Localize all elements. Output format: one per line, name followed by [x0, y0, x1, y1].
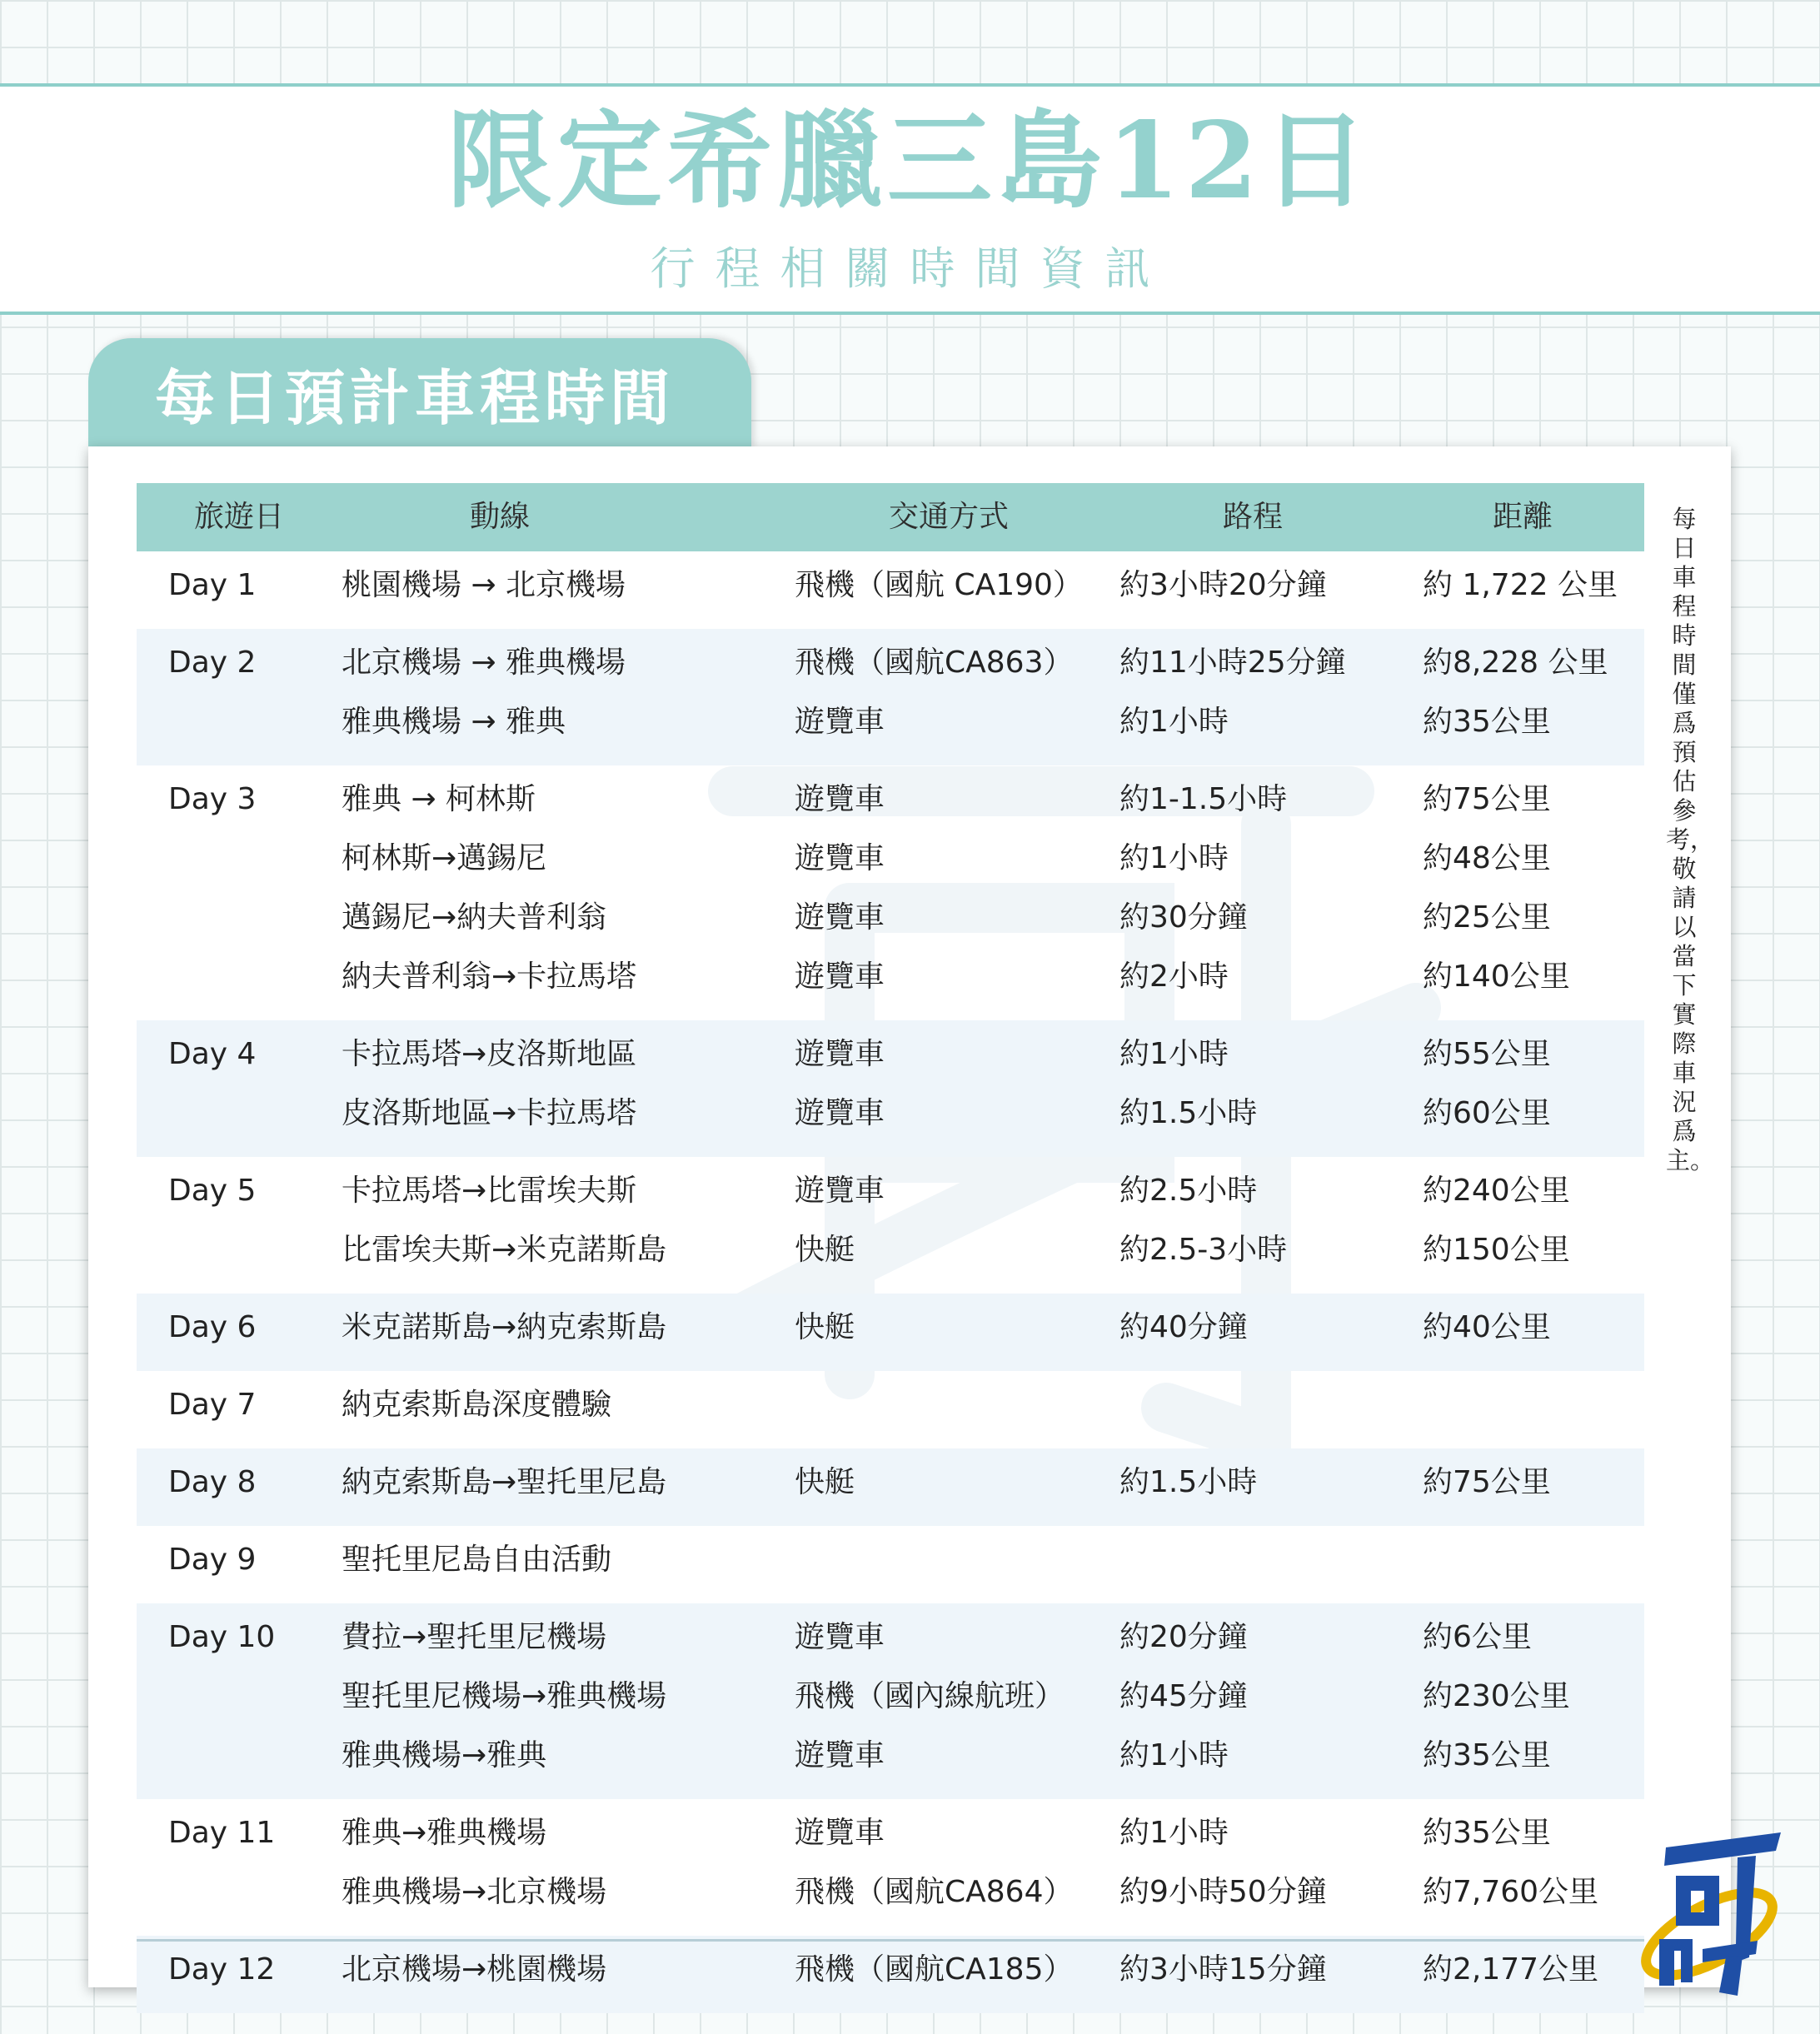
table-row	[137, 1303, 1644, 1353]
table-row	[137, 1808, 1644, 1858]
duration-cell: 約45分鐘	[1119, 1679, 1248, 1713]
transport-cell: 遊覽車	[795, 1037, 885, 1071]
duration-cell: 約1小時	[1119, 705, 1229, 739]
transport-cell: 飛機（國航CA185）	[795, 1952, 1074, 1987]
page-title: 限定希臘三島12日	[446, 99, 1374, 222]
table-row	[137, 1867, 1644, 1917]
side-note: 每日車程時間僅爲預估參考，敬請以當下實際車況爲主。	[1666, 505, 1715, 1174]
distance-cell: 約75公里	[1423, 1465, 1551, 1499]
table-row	[137, 1672, 1644, 1722]
distance-cell: 約55公里	[1423, 1037, 1551, 1071]
duration-cell: 約40分鐘	[1119, 1310, 1248, 1344]
transport-cell: 飛機（國航CA863）	[795, 646, 1074, 680]
transport-cell: 遊覽車	[795, 841, 885, 875]
transport-cell: 遊覽車	[795, 1738, 885, 1772]
route-cell: 納克索斯島深度體驗	[342, 1388, 612, 1422]
table-row-group	[137, 1603, 1644, 1799]
duration-cell: 約1小時	[1119, 1037, 1229, 1071]
table-row-group	[137, 1448, 1644, 1526]
distance-cell: 約230公里	[1423, 1679, 1570, 1713]
table-bottom-rule	[137, 1939, 1644, 1942]
day-cell: Day 5	[168, 1174, 257, 1208]
duration-cell: 約3小時15分鐘	[1119, 1952, 1327, 1987]
day-cell: Day 10	[168, 1620, 276, 1654]
section-tab	[88, 338, 751, 450]
distance-cell: 約40公里	[1423, 1310, 1551, 1344]
route-cell: 卡拉馬塔→比雷埃夫斯	[342, 1174, 637, 1208]
distance-cell: 約6公里	[1423, 1620, 1532, 1654]
table-row	[137, 1458, 1644, 1508]
table-row-group	[137, 551, 1644, 629]
route-cell: 比雷埃夫斯→米克諾斯島	[342, 1233, 667, 1267]
transport-cell: 快艇	[795, 1310, 855, 1344]
route-cell: 柯林斯→邁錫尼	[342, 841, 547, 875]
day-cell: Day 1	[168, 568, 257, 602]
day-cell: Day 4	[168, 1037, 257, 1071]
route-cell: 聖托里尼機場→雅典機場	[342, 1679, 667, 1713]
table-row-group	[137, 1294, 1644, 1371]
table-row	[137, 1731, 1644, 1781]
route-cell: 邁錫尼→納夫普利翁	[342, 900, 607, 935]
table-row	[137, 1380, 1644, 1430]
table-row-group	[137, 629, 1644, 765]
table-row	[137, 1166, 1644, 1216]
distance-cell: 約2,177公里	[1423, 1952, 1599, 1987]
route-cell: 北京機場 → 雅典機場	[342, 646, 626, 680]
duration-cell: 約11小時25分鐘	[1119, 646, 1346, 680]
table-row	[137, 1535, 1644, 1585]
distance-cell: 約140公里	[1423, 960, 1570, 994]
header-duration: 路程	[1222, 500, 1283, 534]
header-distance: 距離	[1492, 500, 1553, 534]
table-row	[137, 775, 1644, 825]
table-row-group	[137, 765, 1644, 1020]
header-transport: 交通方式	[888, 500, 1009, 534]
table-row	[137, 1613, 1644, 1663]
table-row-group	[137, 1157, 1644, 1294]
transport-cell: 遊覽車	[795, 1816, 885, 1850]
day-cell: Day 8	[168, 1465, 257, 1499]
table-row-group	[137, 1799, 1644, 1936]
transport-cell: 遊覽車	[795, 900, 885, 935]
page-subtitle: 行程相關時間資訊	[650, 242, 1170, 295]
duration-cell: 約2小時	[1119, 960, 1229, 994]
route-cell: 北京機場→桃園機場	[342, 1952, 607, 1987]
table-row-group	[137, 1371, 1644, 1448]
route-cell: 雅典 → 柯林斯	[342, 782, 536, 816]
route-cell: 費拉→聖托里尼機場	[342, 1620, 607, 1654]
header-day: 旅遊日	[193, 500, 284, 534]
distance-cell: 約35公里	[1423, 1816, 1551, 1850]
duration-cell: 約1小時	[1119, 1816, 1229, 1850]
transport-cell: 遊覽車	[795, 782, 885, 816]
duration-cell: 約1.5小時	[1119, 1096, 1258, 1130]
transport-cell: 快艇	[795, 1465, 855, 1499]
transport-cell: 飛機（國航CA864）	[795, 1875, 1074, 1909]
transport-cell: 快艇	[795, 1233, 855, 1267]
transport-cell: 飛機（國內線航班）	[795, 1679, 1065, 1713]
duration-cell: 約1小時	[1119, 841, 1229, 875]
table-row-group	[137, 1936, 1644, 2013]
duration-cell: 約2.5-3小時	[1119, 1233, 1288, 1267]
route-cell: 雅典機場→雅典	[342, 1738, 547, 1772]
route-cell: 卡拉馬塔→皮洛斯地區	[342, 1037, 637, 1071]
route-cell: 米克諾斯島→納克索斯島	[342, 1310, 667, 1344]
table-row-group	[137, 1020, 1644, 1157]
table-row	[137, 952, 1644, 1002]
distance-cell: 約240公里	[1423, 1174, 1570, 1208]
transport-cell: 遊覽車	[795, 960, 885, 994]
header-route: 動線	[469, 500, 530, 534]
distance-cell: 約60公里	[1423, 1096, 1551, 1130]
route-cell: 桃園機場 → 北京機場	[342, 568, 626, 602]
distance-cell: 約150公里	[1423, 1233, 1570, 1267]
day-cell: Day 7	[168, 1388, 257, 1422]
table-row	[137, 697, 1644, 747]
distance-cell: 約48公里	[1423, 841, 1551, 875]
duration-cell: 約1小時	[1119, 1738, 1229, 1772]
table-row	[137, 1029, 1644, 1079]
table-row	[137, 1225, 1644, 1275]
duration-cell: 約2.5小時	[1119, 1174, 1258, 1208]
day-cell: Day 9	[168, 1543, 257, 1577]
table-row-group	[137, 1526, 1644, 1603]
route-cell: 聖托里尼島自由活動	[342, 1543, 612, 1577]
transport-cell: 遊覽車	[795, 1096, 885, 1130]
distance-cell: 約35公里	[1423, 1738, 1551, 1772]
route-cell: 雅典機場→北京機場	[342, 1875, 607, 1909]
route-cell: 雅典機場 → 雅典	[342, 705, 566, 739]
transport-cell: 遊覽車	[795, 1174, 885, 1208]
route-cell: 皮洛斯地區→卡拉馬塔	[342, 1096, 637, 1130]
distance-cell: 約25公里	[1423, 900, 1551, 935]
duration-cell: 約20分鐘	[1119, 1620, 1248, 1654]
duration-cell: 約30分鐘	[1119, 900, 1248, 935]
duration-cell: 約3小時20分鐘	[1119, 568, 1327, 602]
table-row	[137, 638, 1644, 688]
distance-cell: 約35公里	[1423, 705, 1551, 739]
duration-cell: 約1.5小時	[1119, 1465, 1258, 1499]
distance-cell: 約7,760公里	[1423, 1875, 1599, 1909]
table-header	[137, 483, 1644, 551]
section-title: 每日預計車程時間	[155, 363, 676, 433]
distance-cell: 約 1,722 公里	[1423, 568, 1618, 602]
travel-time-table	[137, 483, 1644, 2013]
route-cell: 納克索斯島→聖托里尼島	[342, 1465, 667, 1499]
day-cell: Day 3	[168, 782, 257, 816]
route-cell: 雅典→雅典機場	[342, 1816, 547, 1850]
day-cell: Day 11	[168, 1816, 276, 1850]
duration-cell: 約9小時50分鐘	[1119, 1875, 1327, 1909]
table-row	[137, 561, 1644, 611]
transport-cell: 遊覽車	[795, 705, 885, 739]
duration-cell: 約1-1.5小時	[1119, 782, 1288, 816]
transport-cell: 飛機（國航 CA190）	[795, 568, 1083, 602]
brand-logo	[1633, 1832, 1791, 1999]
table-row	[137, 1945, 1644, 1995]
table-row	[137, 834, 1644, 884]
day-cell: Day 12	[168, 1952, 276, 1987]
table-row	[137, 1089, 1644, 1139]
table-row	[137, 893, 1644, 943]
transport-cell: 遊覽車	[795, 1620, 885, 1654]
day-cell: Day 2	[168, 646, 257, 680]
distance-cell: 約8,228 公里	[1423, 646, 1608, 680]
distance-cell: 約75公里	[1423, 782, 1551, 816]
day-cell: Day 6	[168, 1310, 257, 1344]
route-cell: 納夫普利翁→卡拉馬塔	[342, 960, 637, 994]
table-body	[137, 551, 1644, 2013]
